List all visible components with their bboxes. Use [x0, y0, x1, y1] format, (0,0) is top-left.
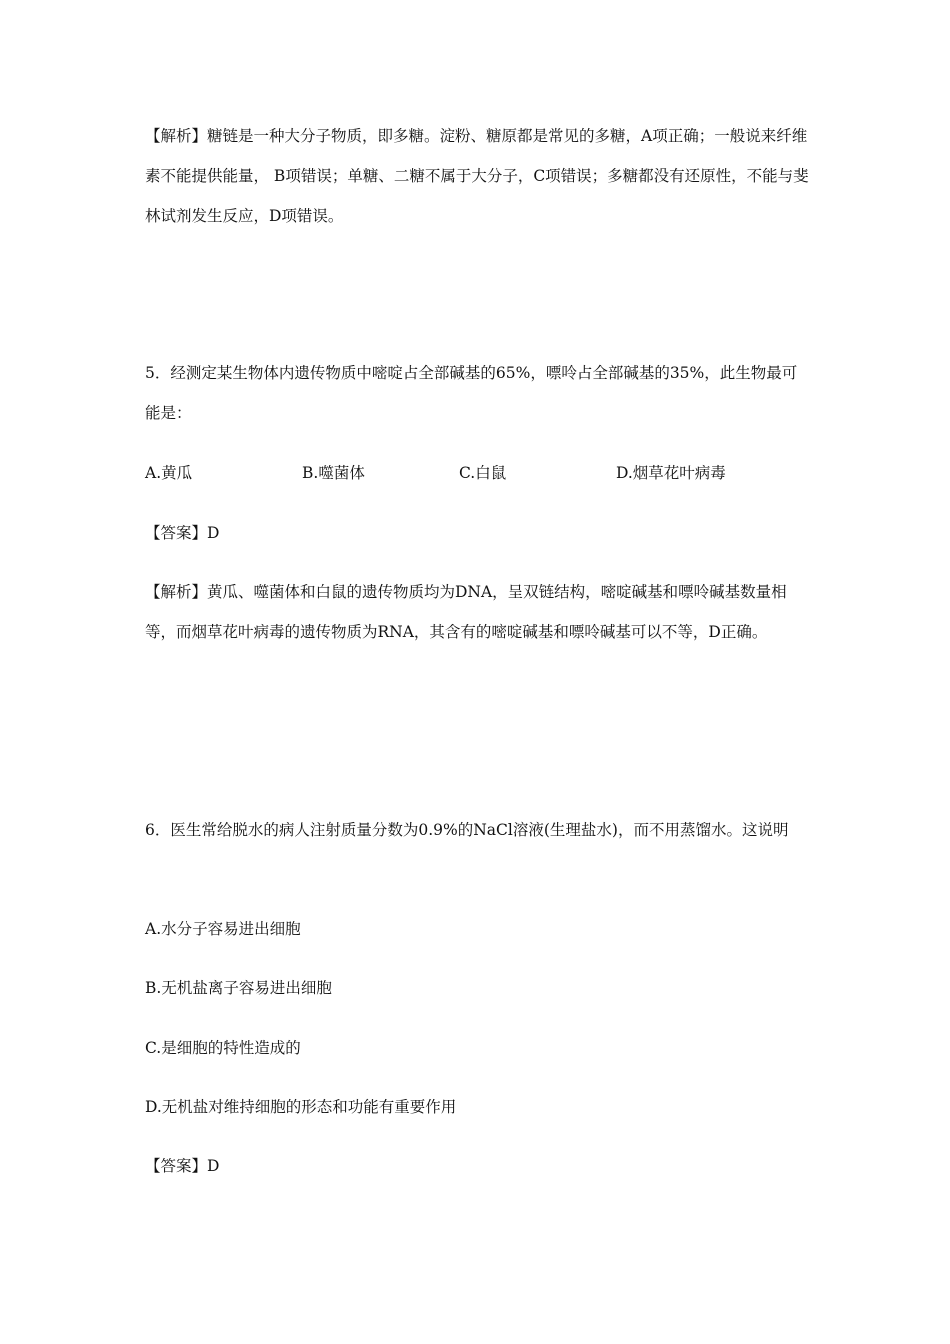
q6-answer: 【答案】D: [145, 1157, 220, 1175]
q6-option-a: A.水分子容易进出细胞: [145, 920, 301, 938]
q5-answer: 【答案】D: [145, 524, 220, 542]
q5-option-c: C.白鼠: [459, 464, 507, 482]
q6-stem: 6．医生常给脱水的病人注射质量分数为0.9%的NaCl溶液(生理盐水)，而不用蒸馏水。这说明: [145, 821, 789, 839]
q6-option-d: D.无机盐对维持细胞的形态和功能有重要作用: [145, 1098, 457, 1116]
q4-analysis: 【解析】糖链是一种大分子物质，即多糖。淀粉、糖原都是常见的多糖，A项正确；一般说来纤维素不能提供能量， B项错误；单糖、二糖不属于大分子，C项错误；多糖都没有还原性，不能与斐林试剂发生反应，D项错误。: [145, 127, 809, 225]
q5-option-a: A.黄瓜: [145, 464, 193, 482]
q6-option-b: B.无机盐离子容易进出细胞: [145, 979, 332, 997]
q5-option-d: D.烟草花叶病毒: [616, 464, 726, 482]
q5-stem: 5．经测定某生物体内遗传物质中嘧啶占全部碱基的65%，嘌呤占全部碱基的35%，此生物最可能是：: [145, 364, 798, 422]
q5-analysis: 【解析】黄瓜、噬菌体和白鼠的遗传物质均为DNA，呈双链结构，嘧啶碱基和嘌呤碱基数量相等，而烟草花叶病毒的遗传物质为RNA，其含有的嘧啶碱基和嘌呤碱基可以不等，D正确。: [145, 583, 787, 641]
q5-options: [145, 453, 810, 493]
q5-option-b: B.噬菌体: [302, 464, 365, 482]
q6-option-c: C.是细胞的特性造成的: [145, 1039, 301, 1057]
